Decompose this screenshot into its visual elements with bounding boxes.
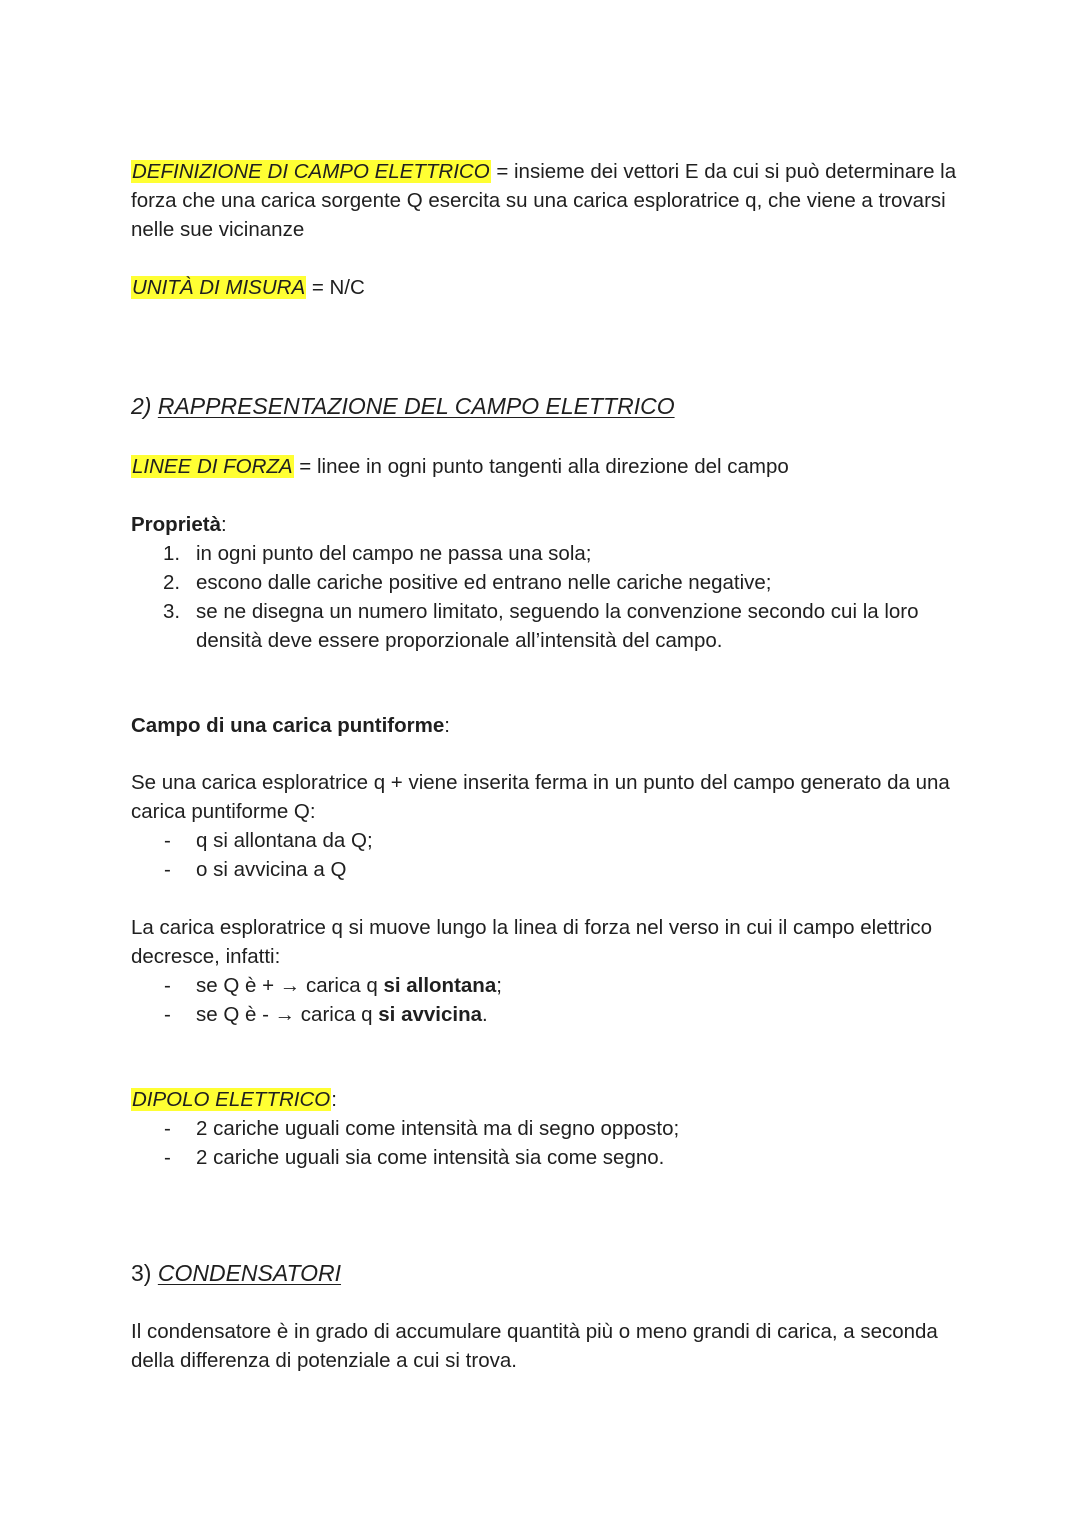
motion-block <box>131 913 961 1029</box>
section-3-heading <box>131 1258 961 1288</box>
field-lines-text: = linee in ogni punto tangenti alla direzione del campo <box>293 455 789 478</box>
list-item-text: q si allontana da Q; <box>196 829 373 852</box>
properties-block <box>131 510 961 655</box>
dash-marker: - <box>164 1003 171 1026</box>
section-2-title: RAPPRESENTAZIONE DEL CAMPO ELETTRICO <box>157 393 675 419</box>
list-item <box>131 855 961 884</box>
list-item-pre: se Q è + → carica q <box>196 974 384 997</box>
section-3-paragraph: Il condensatore è in grado di accumulare quantità più o meno grandi di carica, a seconda della differenza di potenziale a cui si trova. <box>131 1320 938 1372</box>
dipole-block <box>131 1085 961 1172</box>
section-3-title: CONDENSATORI <box>157 1260 342 1286</box>
definition-paragraph <box>131 157 961 244</box>
list-item <box>131 568 961 597</box>
list-marker: 3. <box>163 600 181 623</box>
list-item-post: . <box>482 1003 488 1026</box>
field-lines-paragraph <box>131 452 961 481</box>
motion-list <box>131 971 961 1029</box>
list-marker: 2. <box>163 571 181 594</box>
list-item-bold: si allontana <box>383 974 497 997</box>
dash-marker: - <box>164 974 171 997</box>
unit-term: UNITÀ DI MISURA <box>132 276 306 299</box>
section-2-heading <box>131 391 961 421</box>
dipole-colon: : <box>331 1088 337 1111</box>
list-item-text: escono dalle cariche positive ed entrano nelle cariche negative; <box>196 571 772 594</box>
definition-term: DEFINIZIONE DI CAMPO ELETTRICO <box>132 160 490 183</box>
unit-paragraph <box>131 273 961 302</box>
dipole-term: DIPOLO ELETTRICO <box>132 1088 331 1111</box>
point-charge-colon: : <box>444 714 450 737</box>
section-3-number: 3) <box>131 1260 158 1286</box>
point-charge-list <box>131 826 961 884</box>
list-item-post: ; <box>496 974 502 997</box>
properties-label-line <box>131 510 961 539</box>
list-item-bold: si avvicina <box>378 1003 482 1026</box>
list-item <box>131 1114 961 1143</box>
dash-marker: - <box>164 1117 171 1140</box>
list-item <box>131 971 961 1000</box>
point-charge-label: Campo di una carica puntiforme <box>131 714 445 737</box>
dash-marker: - <box>164 829 171 852</box>
point-charge-heading <box>131 711 961 740</box>
list-item-text: 2 cariche uguali come intensità ma di segno opposto; <box>196 1117 680 1140</box>
list-item <box>131 597 961 655</box>
list-item <box>131 1000 961 1029</box>
unit-text: = N/C <box>306 276 365 299</box>
list-marker: 1. <box>163 542 181 565</box>
dipole-list <box>131 1114 961 1172</box>
list-item-text: se ne disegna un numero limitato, seguendo la convenzione secondo cui la loro densità deve essere proporzionale all’intensità del campo. <box>196 600 919 652</box>
list-item <box>131 539 961 568</box>
dash-marker: - <box>164 1146 171 1169</box>
point-charge-block <box>131 768 961 884</box>
properties-colon: : <box>221 513 227 536</box>
dash-marker: - <box>164 858 171 881</box>
properties-label: Proprietà <box>131 513 221 536</box>
motion-intro: La carica esploratrice q si muove lungo la linea di forza nel verso in cui il campo elettrico decresce, infatti: <box>131 916 933 968</box>
definition-text: = insieme dei vettori E da cui si può determinare la forza che una carica sorgente Q esercita su una carica esploratrice q, che viene a trovarsi nelle sue vicinanze <box>131 160 957 241</box>
list-item <box>131 826 961 855</box>
list-item-pre: se Q è - → carica q <box>196 1003 379 1026</box>
field-lines-term: LINEE DI FORZA <box>132 455 293 478</box>
list-item-text: o si avvicina a Q <box>196 858 347 881</box>
dipole-heading <box>131 1085 961 1114</box>
list-item-text: in ogni punto del campo ne passa una sola; <box>196 542 592 565</box>
list-item-text: 2 cariche uguali sia come intensità sia come segno. <box>196 1146 665 1169</box>
section-2-number: 2) <box>131 393 158 419</box>
properties-list <box>131 539 961 655</box>
point-charge-intro: Se una carica esploratrice q + viene inserita ferma in un punto del campo generato da una carica puntiforme Q: <box>131 771 950 823</box>
list-item <box>131 1143 961 1172</box>
